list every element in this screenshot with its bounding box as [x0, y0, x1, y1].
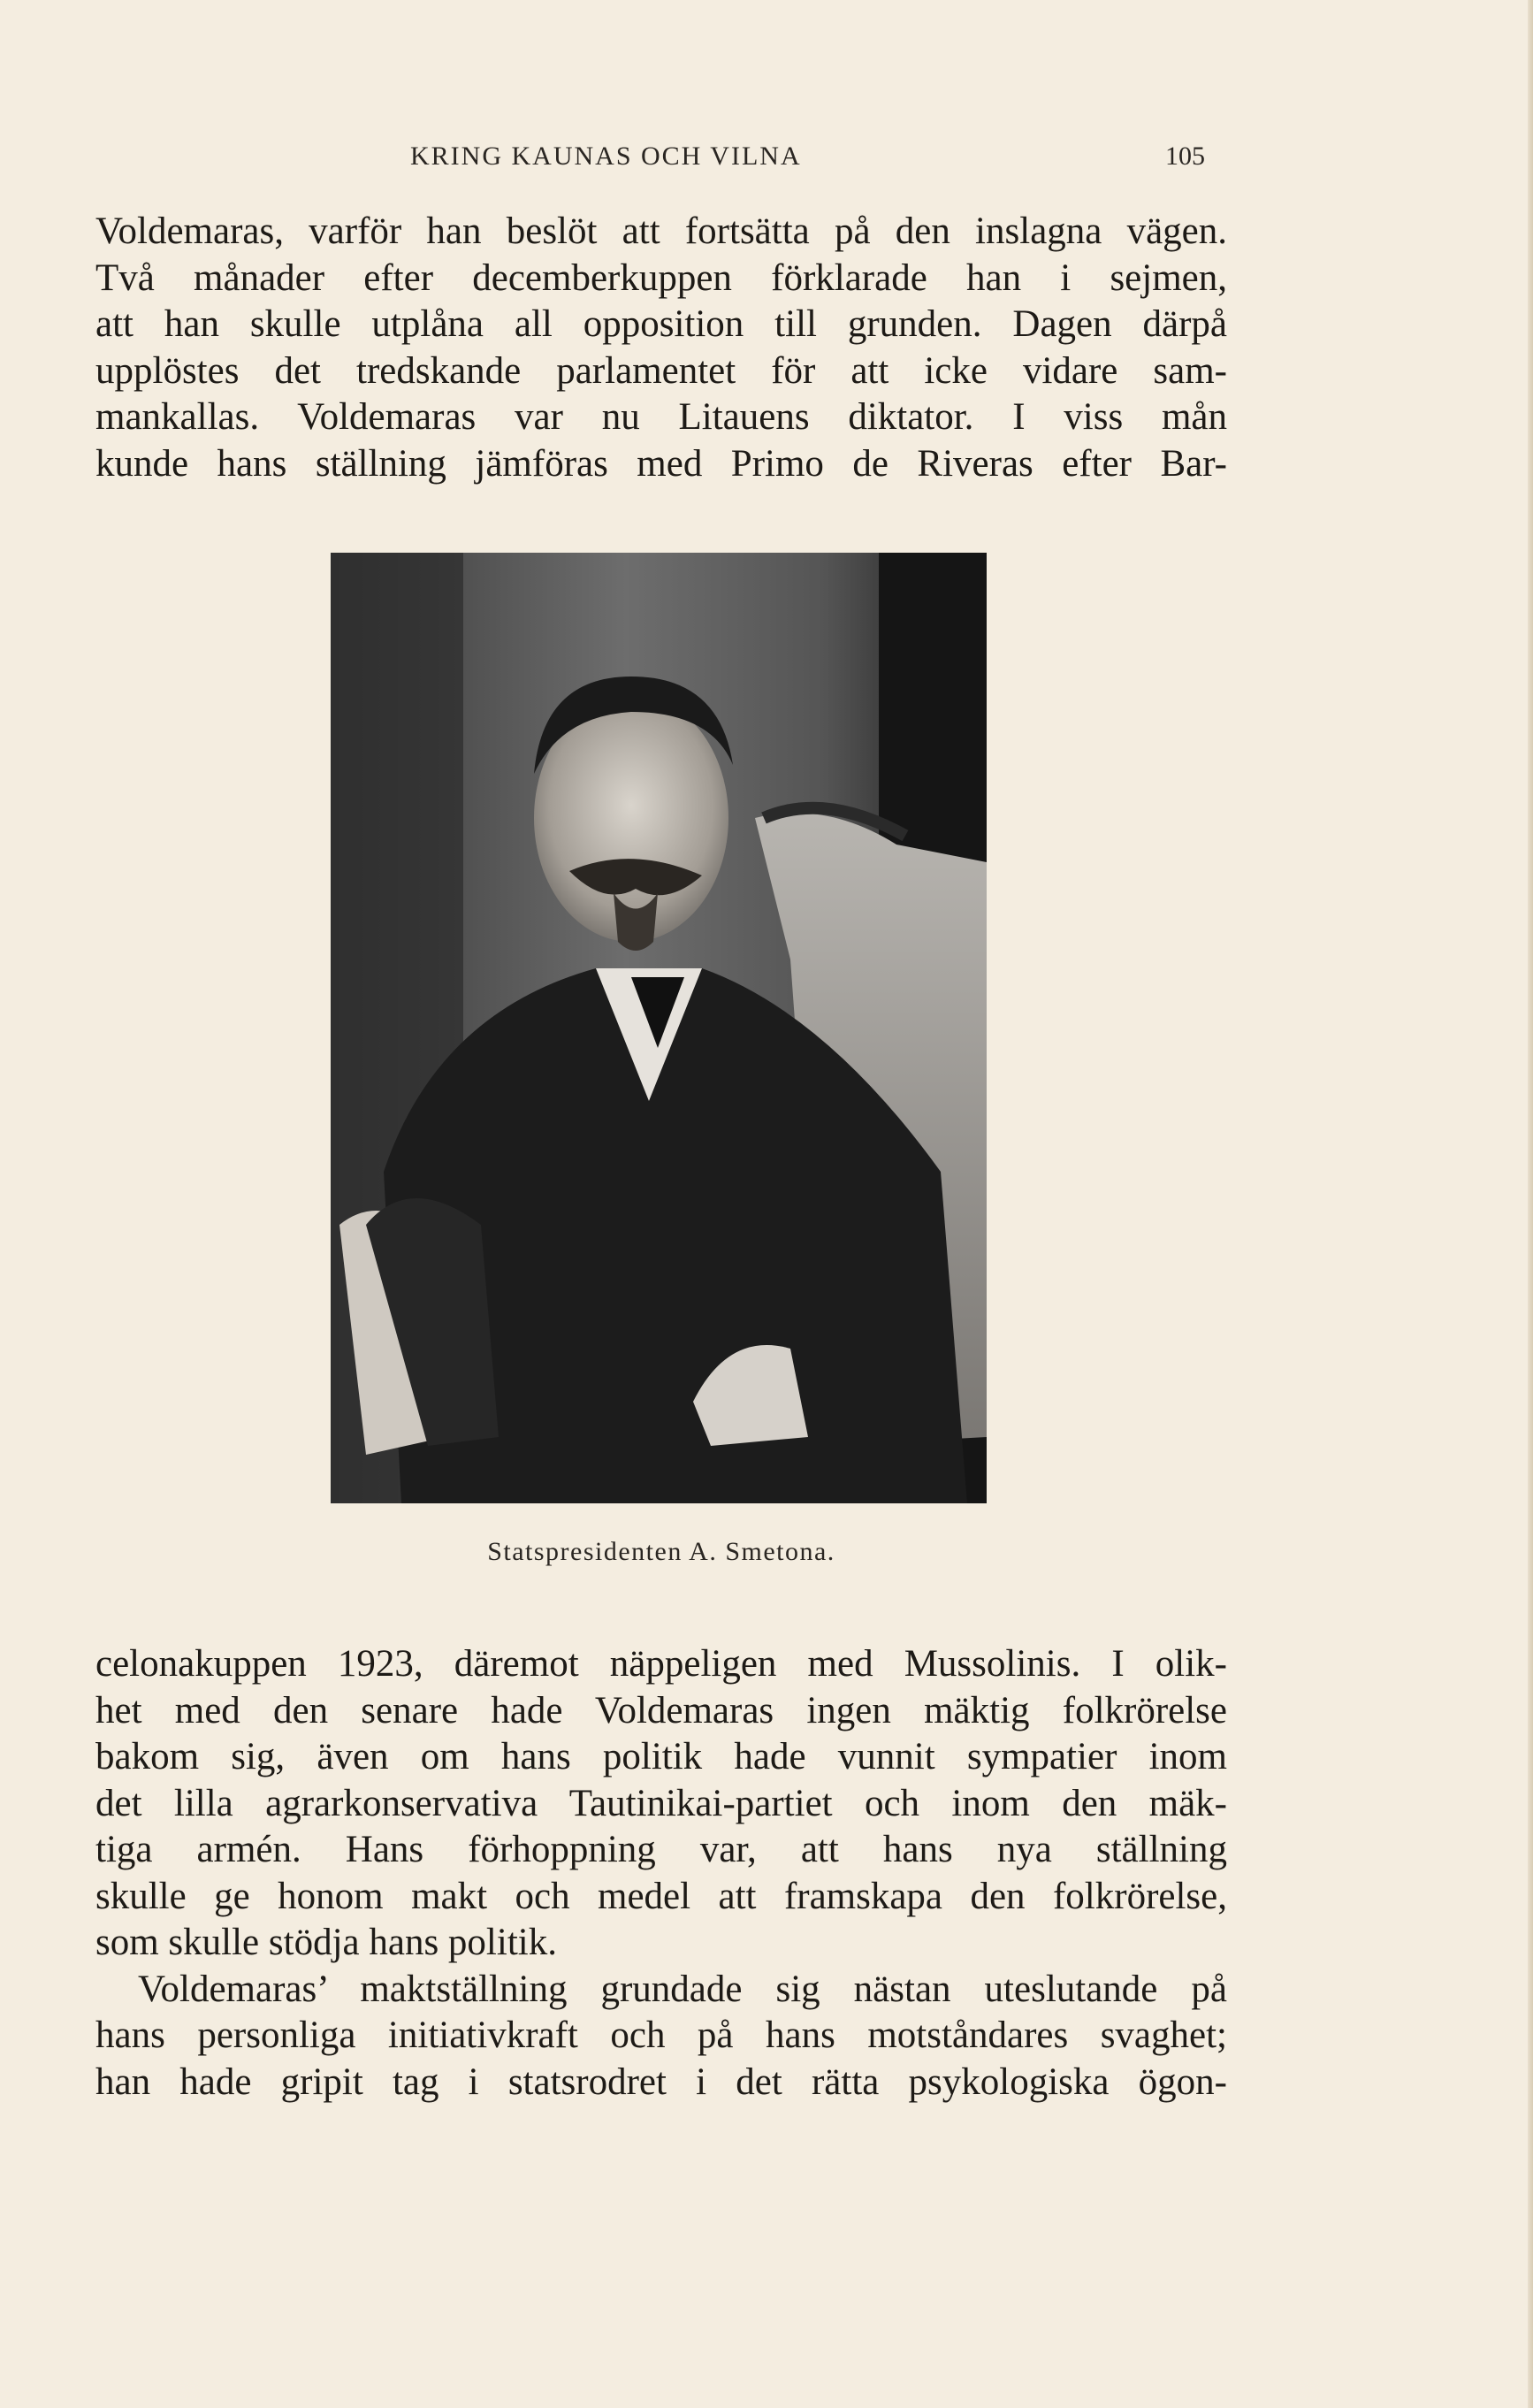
text-line: han hade gripit tag i statsrodret i det rätta psykologiska ögon-	[95, 2060, 1227, 2103]
page-edge	[1528, 0, 1533, 2408]
text-line: skulle ge honom makt och medel att framskapa den folkrörelse,	[95, 1875, 1227, 1917]
text-line: celonakuppen 1923, däremot näppeligen med Mussolinis. I olik-	[95, 1643, 1227, 1685]
figure-caption: Statspresidenten A. Smetona.	[487, 1537, 835, 1566]
text-line: Voldemaras, varför han beslöt att fortsätta på den inslagna vägen.	[95, 210, 1227, 252]
text-line: bakom sig, även om hans politik hade vunnit sympatier inom	[95, 1736, 1227, 1777]
text-line: det lilla agrarkonservativa Tautinikai-partiet och inom den mäk-	[95, 1782, 1227, 1824]
text-line: kunde hans ställning jämföras med Primo de Riveras efter Bar-	[95, 442, 1227, 485]
text-line: att han skulle utplåna all opposition till grunden. Dagen därpå	[95, 303, 1227, 345]
portrait-photo	[331, 553, 987, 1503]
running-head	[95, 141, 1227, 177]
text-line: tiga armén. Hans förhoppning var, att hans nya ställning	[95, 1829, 1227, 1870]
paragraph-top	[95, 209, 1227, 487]
paragraph-bottom	[95, 1641, 1227, 2106]
text-line: upplöstes det tredskande parlamentet för att icke vidare sam-	[95, 349, 1227, 392]
text-line: Två månader efter decemberkuppen förklarade han i sejmen,	[95, 256, 1227, 299]
text-line: som skulle stödja hans politik.	[95, 1922, 557, 1963]
page-number: 105	[1165, 141, 1205, 171]
text-line: het med den senare hade Voldemaras ingen mäktig folkrörelse	[95, 1689, 1227, 1731]
text-line: mankallas. Voldemaras var nu Litauens diktator. I viss mån	[95, 396, 1227, 438]
text-line: Voldemaras’ maktställning grundade sig nästan uteslutande på	[138, 1968, 1227, 2010]
text-line: hans personliga initiativkraft och på hans motståndares svaghet;	[95, 2014, 1227, 2056]
running-title: KRING KAUNAS OCH VILNA	[410, 141, 802, 171]
